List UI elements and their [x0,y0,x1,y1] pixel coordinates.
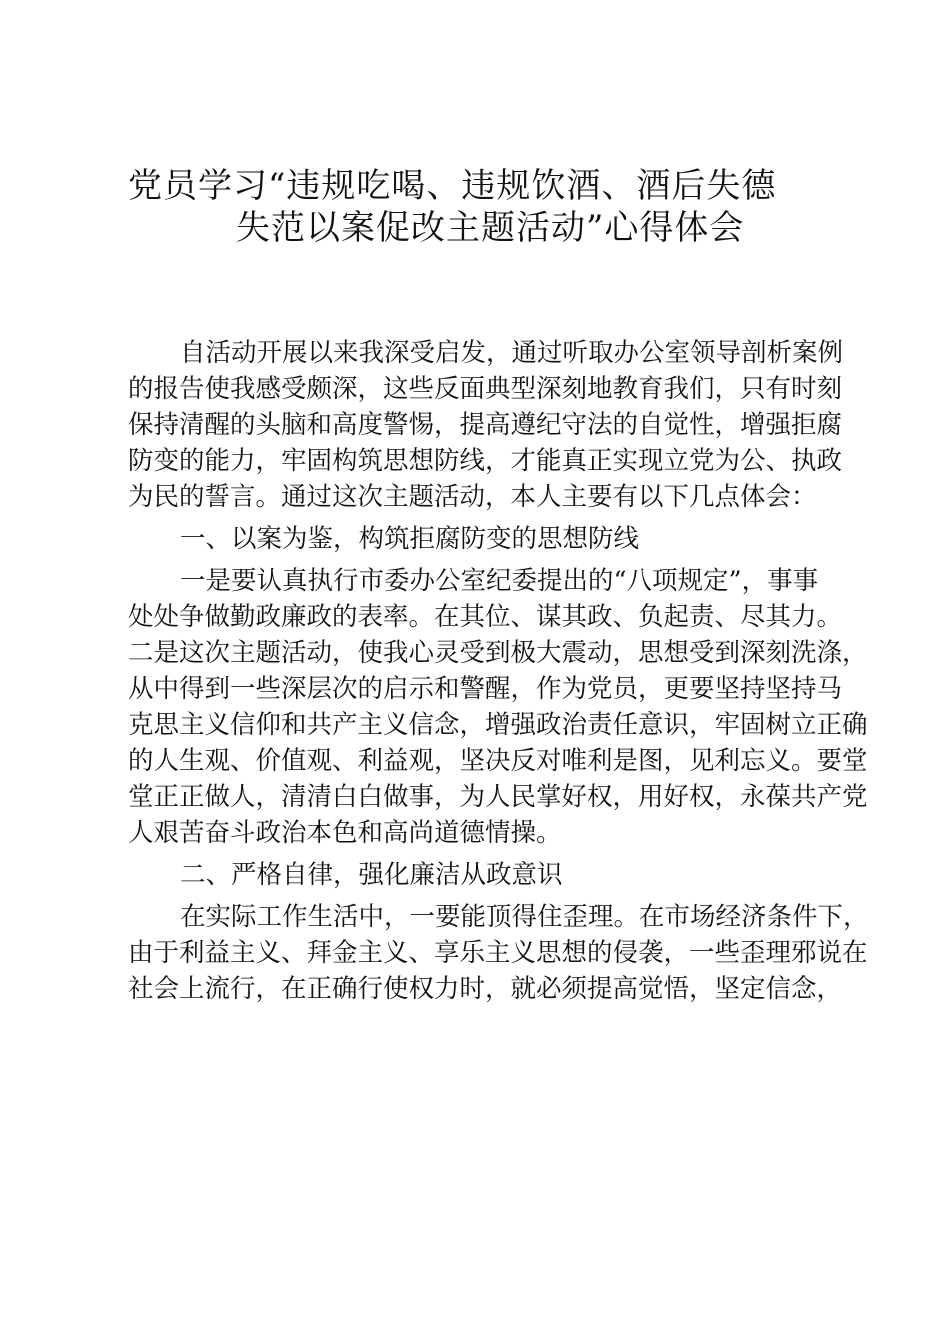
body-line-14: 人艰苦奋斗政治本色和高尚道德情操。 [128,818,562,848]
body-line-13: 堂正正做人，清清白白做事，为人民掌好权，用好权，永葆共产党 [128,782,868,812]
body-line-4: 防变的能力，牢固构筑思想防线，才能真正实现立党为公、执政 [128,446,843,476]
body-line-3: 保持清醒的头脑和高度警惕，提高遵纪守法的自觉性，增强拒腐 [128,410,843,440]
body-line-18: 社会上流行，在正确行使权力时，就必须提高觉悟，坚定信念， [128,974,843,1004]
document-title-line-1: 党员学习“违规吃喝、违规饮酒、酒后失德 [128,166,777,206]
body-line-16: 在实际工作生活中，一要能顶得住歪理。在市场经济条件下， [180,902,869,932]
section-heading-2: 二、严格自律，强化廉洁从政意识 [180,860,563,890]
body-line-8: 处处争做勤政廉政的表率。在其位、谋其政、负起责、尽其力。 [128,602,843,632]
body-line-11: 克思主义信仰和共产主义信念，增强政治责任意识，牢固树立正确 [128,710,868,740]
body-line-12: 的人生观、价值观、利益观，坚决反对唯利是图，见利忘义。要堂 [128,746,868,776]
document-title-line-2: 失范以案促改主题活动”心得体会 [236,208,745,248]
body-line-9: 二是这次主题活动，使我心灵受到极大震动，思想受到深刻洗涤， [128,638,868,668]
section-heading-1: 一、以案为鉴，构筑拒腐防变的思想防线 [180,524,640,554]
body-line-5: 为民的誓言。通过这次主题活动，本人主要有以下几点体会： [128,482,817,512]
body-line-7: 一是要认真执行市委办公室纪委提出的“八项规定”，事事 [180,566,819,596]
body-line-2: 的报告使我感受颇深，这些反面典型深刻地教育我们，只有时刻 [128,374,843,404]
body-line-10: 从中得到一些深层次的启示和警醒，作为党员，更要坚持坚持马 [128,674,843,704]
body-line-17: 由于利益主义、拜金主义、享乐主义思想的侵袭，一些歪理邪说在 [128,938,868,968]
body-line-1: 自活动开展以来我深受启发，通过听取办公室领导剖析案例 [180,338,844,368]
